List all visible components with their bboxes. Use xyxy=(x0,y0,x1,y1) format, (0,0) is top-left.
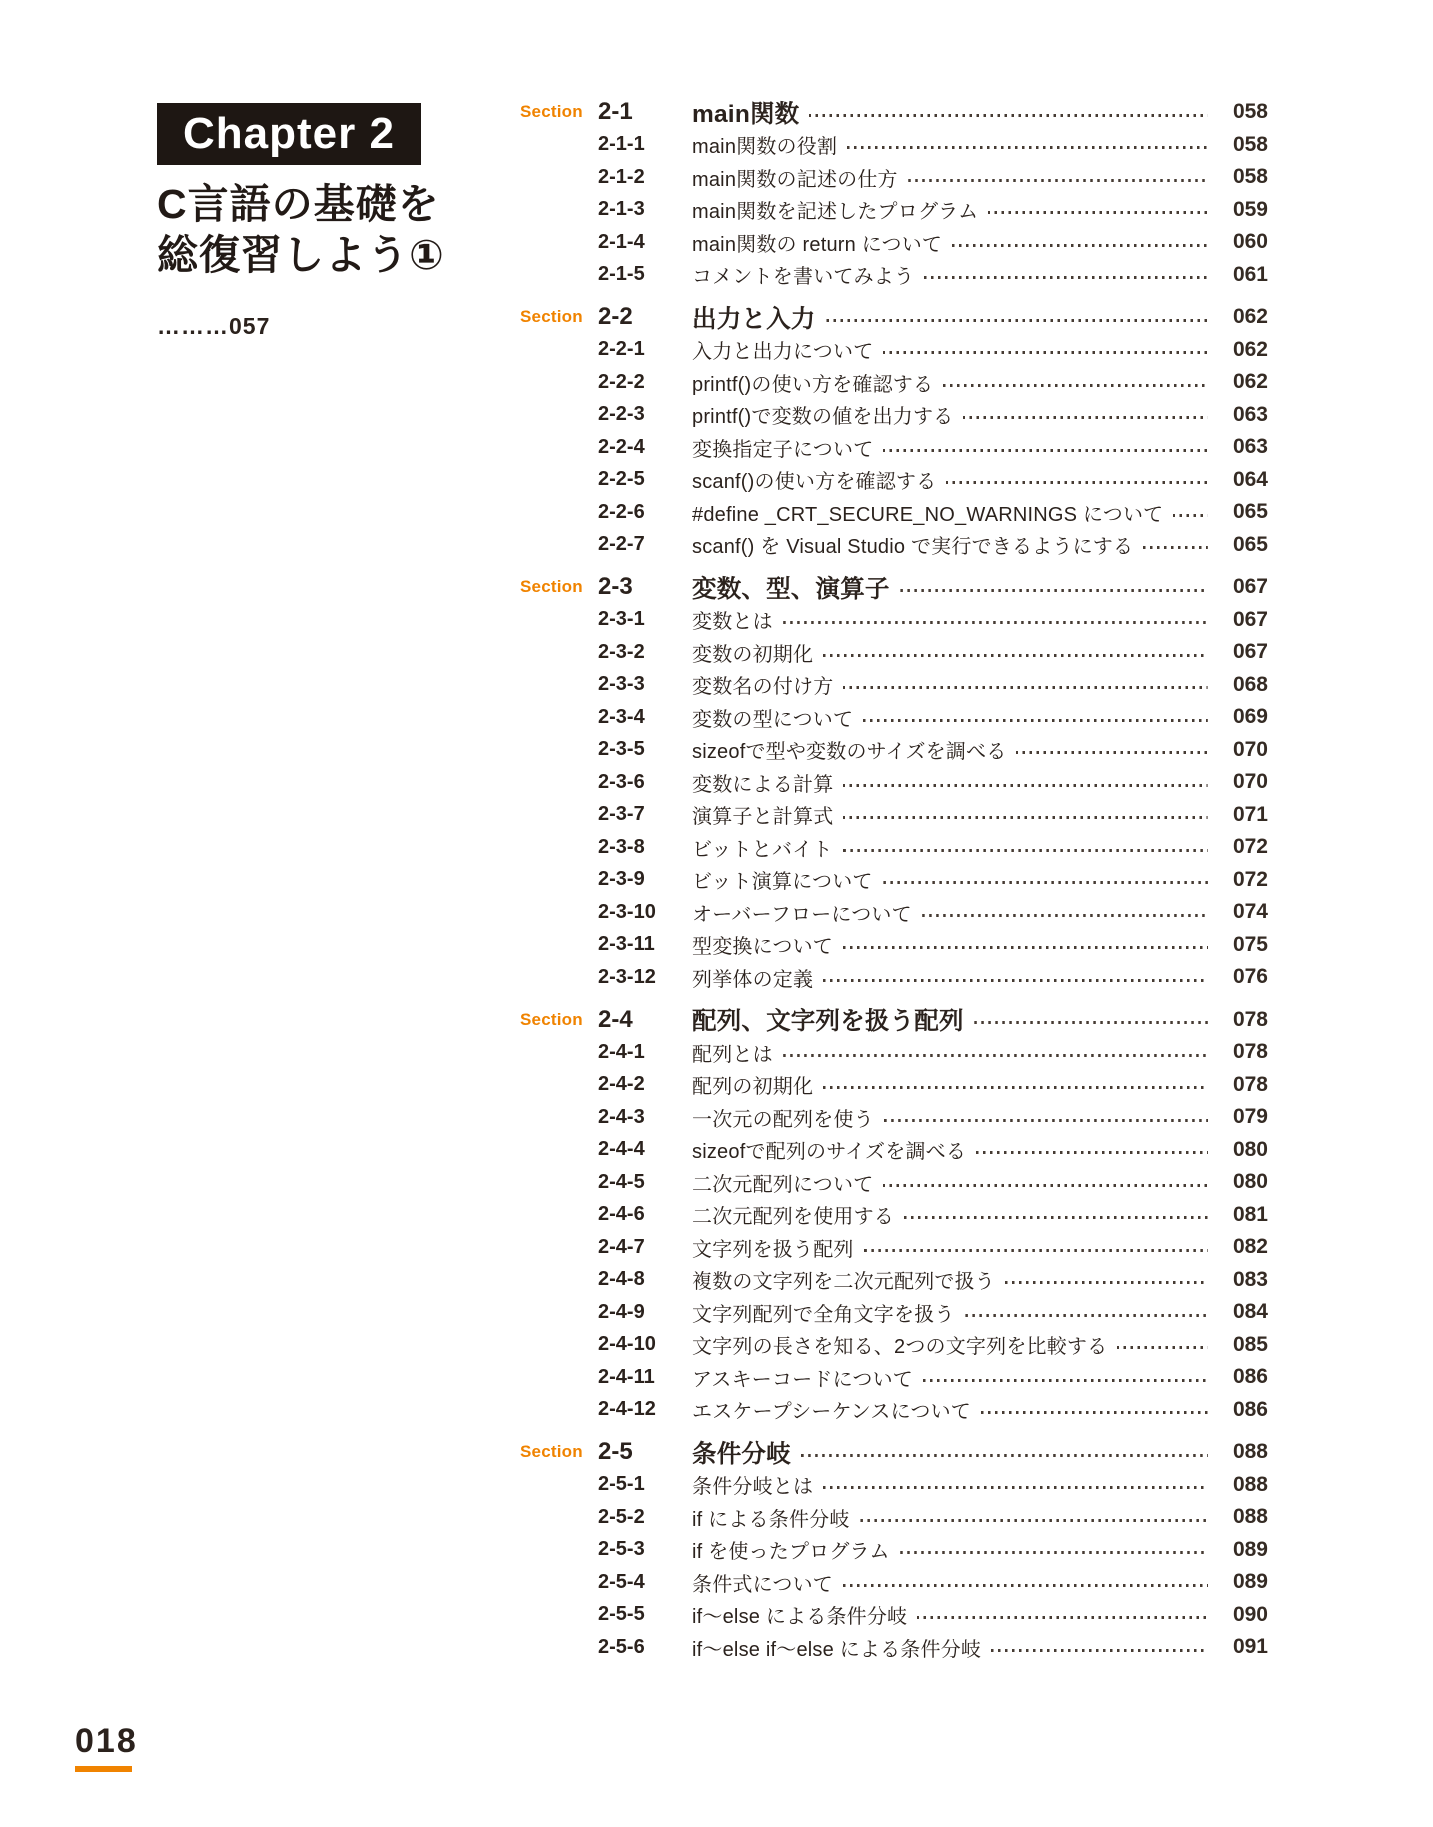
entry-page: 089 xyxy=(1232,1537,1268,1561)
dot-leader xyxy=(991,1649,1208,1652)
entry-number: 2-2 xyxy=(598,303,633,331)
entry-page: 063 xyxy=(1232,435,1268,459)
entry-title: アスキーコードについて xyxy=(692,1368,913,1391)
dot-leader xyxy=(823,1086,1208,1089)
table-of-contents xyxy=(520,96,1268,1664)
toc-entry-row xyxy=(520,259,1268,292)
toc-entry-row xyxy=(520,334,1268,367)
entry-number: 2-5-4 xyxy=(598,1570,645,1593)
dot-leader xyxy=(864,1249,1208,1252)
dot-leader xyxy=(976,1151,1208,1154)
footer-page-number: 018 xyxy=(75,1722,138,1760)
entry-page: 084 xyxy=(1232,1300,1268,1324)
entry-number: 2-4-6 xyxy=(598,1203,645,1226)
dot-leader xyxy=(847,146,1208,149)
toc-entry-row xyxy=(520,929,1268,962)
entry-title: 配列とは xyxy=(692,1043,773,1066)
entry-page: 060 xyxy=(1232,230,1268,254)
entry-number: 2-4 xyxy=(598,1005,633,1033)
entry-title: main関数の return について xyxy=(692,233,943,256)
entry-number: 2-3-1 xyxy=(598,608,645,631)
toc-entry-row xyxy=(520,864,1268,897)
entry-number: 2-3 xyxy=(598,573,633,601)
section-label: Section xyxy=(520,1009,583,1029)
toc-entry-row xyxy=(520,1166,1268,1199)
dot-leader xyxy=(884,1119,1208,1122)
section-label: Section xyxy=(520,1442,583,1462)
toc-section-row xyxy=(520,1436,1268,1469)
toc-entry-row xyxy=(520,161,1268,194)
entry-title: ビットとバイト xyxy=(692,838,833,861)
entry-title: main関数 xyxy=(692,100,800,128)
toc-entry-row xyxy=(520,701,1268,734)
entry-number: 2-3-5 xyxy=(598,738,645,761)
dot-leader xyxy=(843,849,1208,852)
dot-leader xyxy=(843,784,1208,787)
dot-leader xyxy=(823,654,1208,657)
dot-leader xyxy=(883,449,1208,452)
entry-page: 062 xyxy=(1232,370,1268,394)
dot-leader xyxy=(860,1519,1208,1522)
entry-title: 複数の文字列を二次元配列で扱う xyxy=(692,1271,995,1294)
dot-leader xyxy=(1016,751,1208,754)
entry-number: 2-3-4 xyxy=(598,705,645,728)
entry-title: 二次元配列について xyxy=(692,1173,874,1196)
dot-leader xyxy=(1117,1346,1208,1349)
dot-leader xyxy=(952,244,1208,247)
dot-leader xyxy=(883,351,1208,354)
section-label: Section xyxy=(520,307,583,327)
entry-number: 2-3-2 xyxy=(598,640,645,663)
toc-entry-row xyxy=(520,799,1268,832)
entry-number: 2-3-10 xyxy=(598,900,656,923)
entry-number: 2-4-4 xyxy=(598,1138,645,1161)
toc-entry-row xyxy=(520,1069,1268,1102)
dot-leader xyxy=(843,1584,1208,1587)
chapter-block xyxy=(157,103,487,340)
entry-title: if～else による条件分岐 xyxy=(692,1606,908,1629)
toc-entry-row xyxy=(520,1599,1268,1632)
toc-entry-row xyxy=(520,464,1268,497)
entry-page: 058 xyxy=(1232,165,1268,189)
entry-number: 2-1-4 xyxy=(598,230,645,253)
entry-title: 配列の初期化 xyxy=(692,1076,814,1099)
toc-section-row xyxy=(520,301,1268,334)
toc-entry-row xyxy=(520,1361,1268,1394)
entry-page: 059 xyxy=(1232,197,1268,221)
toc-entry-row xyxy=(520,1199,1268,1232)
entry-number: 2-1 xyxy=(598,98,633,126)
entry-title: 出力と入力 xyxy=(692,305,816,333)
entry-number: 2-4-8 xyxy=(598,1268,645,1291)
entry-page: 065 xyxy=(1232,500,1268,524)
entry-number: 2-1-1 xyxy=(598,133,645,156)
entry-title: scanf() を Visual Studio で実行できるようにする xyxy=(692,536,1134,559)
dot-leader xyxy=(922,914,1208,917)
dot-leader xyxy=(981,1411,1208,1414)
entry-number: 2-2-7 xyxy=(598,533,645,556)
entry-title: 変換指定子について xyxy=(692,438,874,461)
entry-page: 080 xyxy=(1232,1170,1268,1194)
entry-page: 082 xyxy=(1232,1235,1268,1259)
dot-leader xyxy=(843,946,1208,949)
dot-leader xyxy=(883,1184,1208,1187)
entry-page: 091 xyxy=(1232,1635,1268,1659)
entry-page: 086 xyxy=(1232,1365,1268,1389)
entry-title: 変数による計算 xyxy=(692,773,834,796)
entry-number: 2-4-10 xyxy=(598,1333,656,1356)
entry-page: 088 xyxy=(1232,1440,1268,1464)
entry-title: 変数の型について xyxy=(692,708,854,731)
toc-entry-row xyxy=(520,896,1268,929)
dot-leader xyxy=(963,416,1208,419)
entry-title: 条件分岐 xyxy=(692,1440,791,1468)
entry-title: printf()で変数の値を出力する xyxy=(692,406,954,429)
entry-number: 2-2-1 xyxy=(598,338,645,361)
toc-entry-row xyxy=(520,194,1268,227)
toc-entry-row xyxy=(520,1566,1268,1599)
toc-section-row xyxy=(520,1004,1268,1037)
entry-number: 2-3-11 xyxy=(598,933,655,956)
toc-section-row xyxy=(520,96,1268,129)
entry-page: 061 xyxy=(1232,262,1268,286)
dot-leader xyxy=(1005,1281,1208,1284)
entry-page: 074 xyxy=(1232,900,1268,924)
entry-number: 2-3-12 xyxy=(598,965,656,988)
dot-leader xyxy=(988,211,1208,214)
entry-number: 2-4-11 xyxy=(598,1365,655,1388)
entry-title: 一次元の配列を使う xyxy=(692,1108,874,1131)
dot-leader xyxy=(974,1021,1208,1024)
entry-number: 2-3-8 xyxy=(598,835,645,858)
entry-title: printf()の使い方を確認する xyxy=(692,373,934,396)
dot-leader xyxy=(917,1616,1208,1619)
entry-title: 型変換について xyxy=(692,936,833,959)
toc-entry-row xyxy=(520,129,1268,162)
entry-number: 2-5 xyxy=(598,1438,633,1466)
dot-leader xyxy=(946,481,1208,484)
entry-number: 2-3-7 xyxy=(598,803,645,826)
entry-title: if～else if～else による条件分岐 xyxy=(692,1638,982,1661)
entry-page: 067 xyxy=(1232,607,1268,631)
section-label: Section xyxy=(520,102,583,122)
toc-entry-row xyxy=(520,1469,1268,1502)
toc-entry-row xyxy=(520,1631,1268,1664)
entry-title: if による条件分岐 xyxy=(692,1508,850,1531)
dot-leader xyxy=(843,816,1208,819)
entry-title: scanf()の使い方を確認する xyxy=(692,471,937,494)
entry-number: 2-5-5 xyxy=(598,1603,645,1626)
toc-entry-row xyxy=(520,1394,1268,1427)
dot-leader xyxy=(826,319,1209,322)
entry-title: #define _CRT_SECURE_NO_WARNINGS について xyxy=(692,503,1164,526)
entry-number: 2-4-1 xyxy=(598,1040,645,1063)
entry-page: 067 xyxy=(1232,575,1268,599)
footer-folio xyxy=(75,1722,138,1772)
entry-page: 069 xyxy=(1232,705,1268,729)
entry-title: 変数とは xyxy=(692,611,773,634)
dot-leader xyxy=(924,276,1208,279)
entry-page: 081 xyxy=(1232,1202,1268,1226)
entry-number: 2-2-4 xyxy=(598,435,645,458)
chapter-title xyxy=(157,179,487,281)
entry-number: 2-1-3 xyxy=(598,198,645,221)
entry-number: 2-5-1 xyxy=(598,1473,645,1496)
entry-number: 2-5-2 xyxy=(598,1505,645,1528)
entry-page: 062 xyxy=(1232,305,1268,329)
dot-leader xyxy=(783,621,1208,624)
dot-leader xyxy=(965,1314,1208,1317)
dot-leader xyxy=(823,979,1208,982)
dot-leader xyxy=(883,881,1208,884)
entry-page: 083 xyxy=(1232,1267,1268,1291)
entry-title: 演算子と計算式 xyxy=(692,806,834,829)
dot-leader xyxy=(801,1454,1208,1457)
entry-number: 2-4-12 xyxy=(598,1398,656,1421)
entry-page: 068 xyxy=(1232,672,1268,696)
entry-page: 058 xyxy=(1232,132,1268,156)
entry-page: 078 xyxy=(1232,1072,1268,1096)
entry-page: 064 xyxy=(1232,467,1268,491)
entry-page: 088 xyxy=(1232,1472,1268,1496)
entry-title: 入力と出力について xyxy=(692,341,874,364)
entry-number: 2-2-6 xyxy=(598,500,645,523)
toc-entry-row xyxy=(520,734,1268,767)
dot-leader xyxy=(908,179,1208,182)
toc-entry-row xyxy=(520,961,1268,994)
entry-page: 076 xyxy=(1232,965,1268,989)
toc-entry-row xyxy=(520,766,1268,799)
toc-entry-row xyxy=(520,226,1268,259)
toc-entry-row xyxy=(520,831,1268,864)
entry-page: 070 xyxy=(1232,737,1268,761)
entry-page: 070 xyxy=(1232,770,1268,794)
dot-leader xyxy=(1143,546,1208,549)
dot-leader xyxy=(1173,514,1208,517)
entry-title: オーバーフローについて xyxy=(692,903,912,926)
entry-number: 2-4-2 xyxy=(598,1073,645,1096)
entry-page: 062 xyxy=(1232,337,1268,361)
entry-page: 058 xyxy=(1232,100,1268,124)
entry-title: 配列、文字列を扱う配列 xyxy=(692,1008,964,1036)
toc-entry-row xyxy=(520,636,1268,669)
toc-section-row xyxy=(520,571,1268,604)
entry-number: 2-2-2 xyxy=(598,370,645,393)
entry-page: 065 xyxy=(1232,532,1268,556)
entry-number: 2-1-5 xyxy=(598,263,645,286)
entry-page: 090 xyxy=(1232,1602,1268,1626)
toc-entry-row xyxy=(520,366,1268,399)
toc-entry-row xyxy=(520,529,1268,562)
entry-page: 078 xyxy=(1232,1040,1268,1064)
toc-entry-row xyxy=(520,669,1268,702)
entry-page: 085 xyxy=(1232,1332,1268,1356)
entry-title: ビット演算について xyxy=(692,871,873,894)
dot-leader xyxy=(823,1486,1208,1489)
entry-number: 2-4-5 xyxy=(598,1170,645,1193)
entry-title: 変数、型、演算子 xyxy=(692,575,890,603)
dot-leader xyxy=(923,1379,1208,1382)
entry-title: エスケープシーケンスについて xyxy=(692,1401,971,1424)
entry-page: 089 xyxy=(1232,1570,1268,1594)
entry-title: 変数の初期化 xyxy=(692,643,814,666)
toc-entry-row xyxy=(520,1036,1268,1069)
dot-leader xyxy=(843,686,1208,689)
entry-title: 二次元配列を使用する xyxy=(692,1206,894,1229)
entry-page: 086 xyxy=(1232,1397,1268,1421)
entry-title: main関数を記述したプログラム xyxy=(692,201,979,224)
entry-number: 2-3-3 xyxy=(598,673,645,696)
entry-page: 067 xyxy=(1232,640,1268,664)
toc-entry-row xyxy=(520,1231,1268,1264)
entry-page: 080 xyxy=(1232,1137,1268,1161)
entry-title: 条件分岐とは xyxy=(692,1476,814,1499)
entry-title: if を使ったプログラム xyxy=(692,1541,890,1564)
toc-entry-row xyxy=(520,1296,1268,1329)
toc-entry-row xyxy=(520,1134,1268,1167)
toc-entry-row xyxy=(520,496,1268,529)
toc-entry-row xyxy=(520,1101,1268,1134)
entry-page: 088 xyxy=(1232,1505,1268,1529)
entry-title: 条件式について xyxy=(692,1573,833,1596)
entry-title: sizeofで型や変数のサイズを調べる xyxy=(692,741,1007,764)
entry-number: 2-2-5 xyxy=(598,468,645,491)
chapter-title-line2: 総復習しよう① xyxy=(157,232,445,278)
chapter-title-line1: C言語の基礎を xyxy=(157,181,440,227)
entry-number: 2-2-3 xyxy=(598,403,645,426)
toc-entry-row xyxy=(520,1501,1268,1534)
toc-entry-row xyxy=(520,604,1268,637)
entry-title: main関数の記述の仕方 xyxy=(692,168,898,191)
entry-title: main関数の役割 xyxy=(692,136,838,159)
entry-number: 2-5-6 xyxy=(598,1635,645,1658)
footer-accent-bar xyxy=(75,1766,132,1772)
entry-title: 変数名の付け方 xyxy=(692,676,834,699)
entry-page: 072 xyxy=(1232,835,1268,859)
entry-title: 文字列を扱う配列 xyxy=(692,1238,854,1261)
entry-number: 2-4-7 xyxy=(598,1235,645,1258)
entry-page: 072 xyxy=(1232,867,1268,891)
chapter-label: Chapter 2 xyxy=(157,103,421,165)
entry-title: 文字列配列で全角文字を扱う xyxy=(692,1303,955,1326)
entry-page: 063 xyxy=(1232,402,1268,426)
entry-title: コメントを書いてみよう xyxy=(692,266,915,289)
entry-page: 075 xyxy=(1232,932,1268,956)
entry-number: 2-5-3 xyxy=(598,1538,645,1561)
entry-title: 列挙体の定義 xyxy=(692,968,814,991)
dot-leader xyxy=(783,1054,1208,1057)
section-label: Section xyxy=(520,577,583,597)
entry-number: 2-4-9 xyxy=(598,1300,645,1323)
entry-number: 2-3-6 xyxy=(598,770,645,793)
dot-leader xyxy=(943,384,1208,387)
toc-entry-row xyxy=(520,1264,1268,1297)
dot-leader xyxy=(809,114,1208,117)
dot-leader xyxy=(900,1551,1208,1554)
dot-leader xyxy=(900,589,1208,592)
dot-leader xyxy=(904,1216,1208,1219)
toc-entry-row xyxy=(520,1329,1268,1362)
entry-number: 2-4-3 xyxy=(598,1105,645,1128)
toc-entry-row xyxy=(520,431,1268,464)
entry-title: sizeofで配列のサイズを調べる xyxy=(692,1141,967,1164)
entry-number: 2-1-2 xyxy=(598,165,645,188)
chapter-page-ref: ………057 xyxy=(157,313,271,339)
entry-page: 078 xyxy=(1232,1007,1268,1031)
entry-title: 文字列の長さを知る、2つの文字列を比較する xyxy=(692,1336,1108,1359)
entry-number: 2-3-9 xyxy=(598,868,645,891)
toc-entry-row xyxy=(520,399,1268,432)
dot-leader xyxy=(863,719,1208,722)
entry-page: 079 xyxy=(1232,1105,1268,1129)
toc-entry-row xyxy=(520,1534,1268,1567)
entry-page: 071 xyxy=(1232,802,1268,826)
